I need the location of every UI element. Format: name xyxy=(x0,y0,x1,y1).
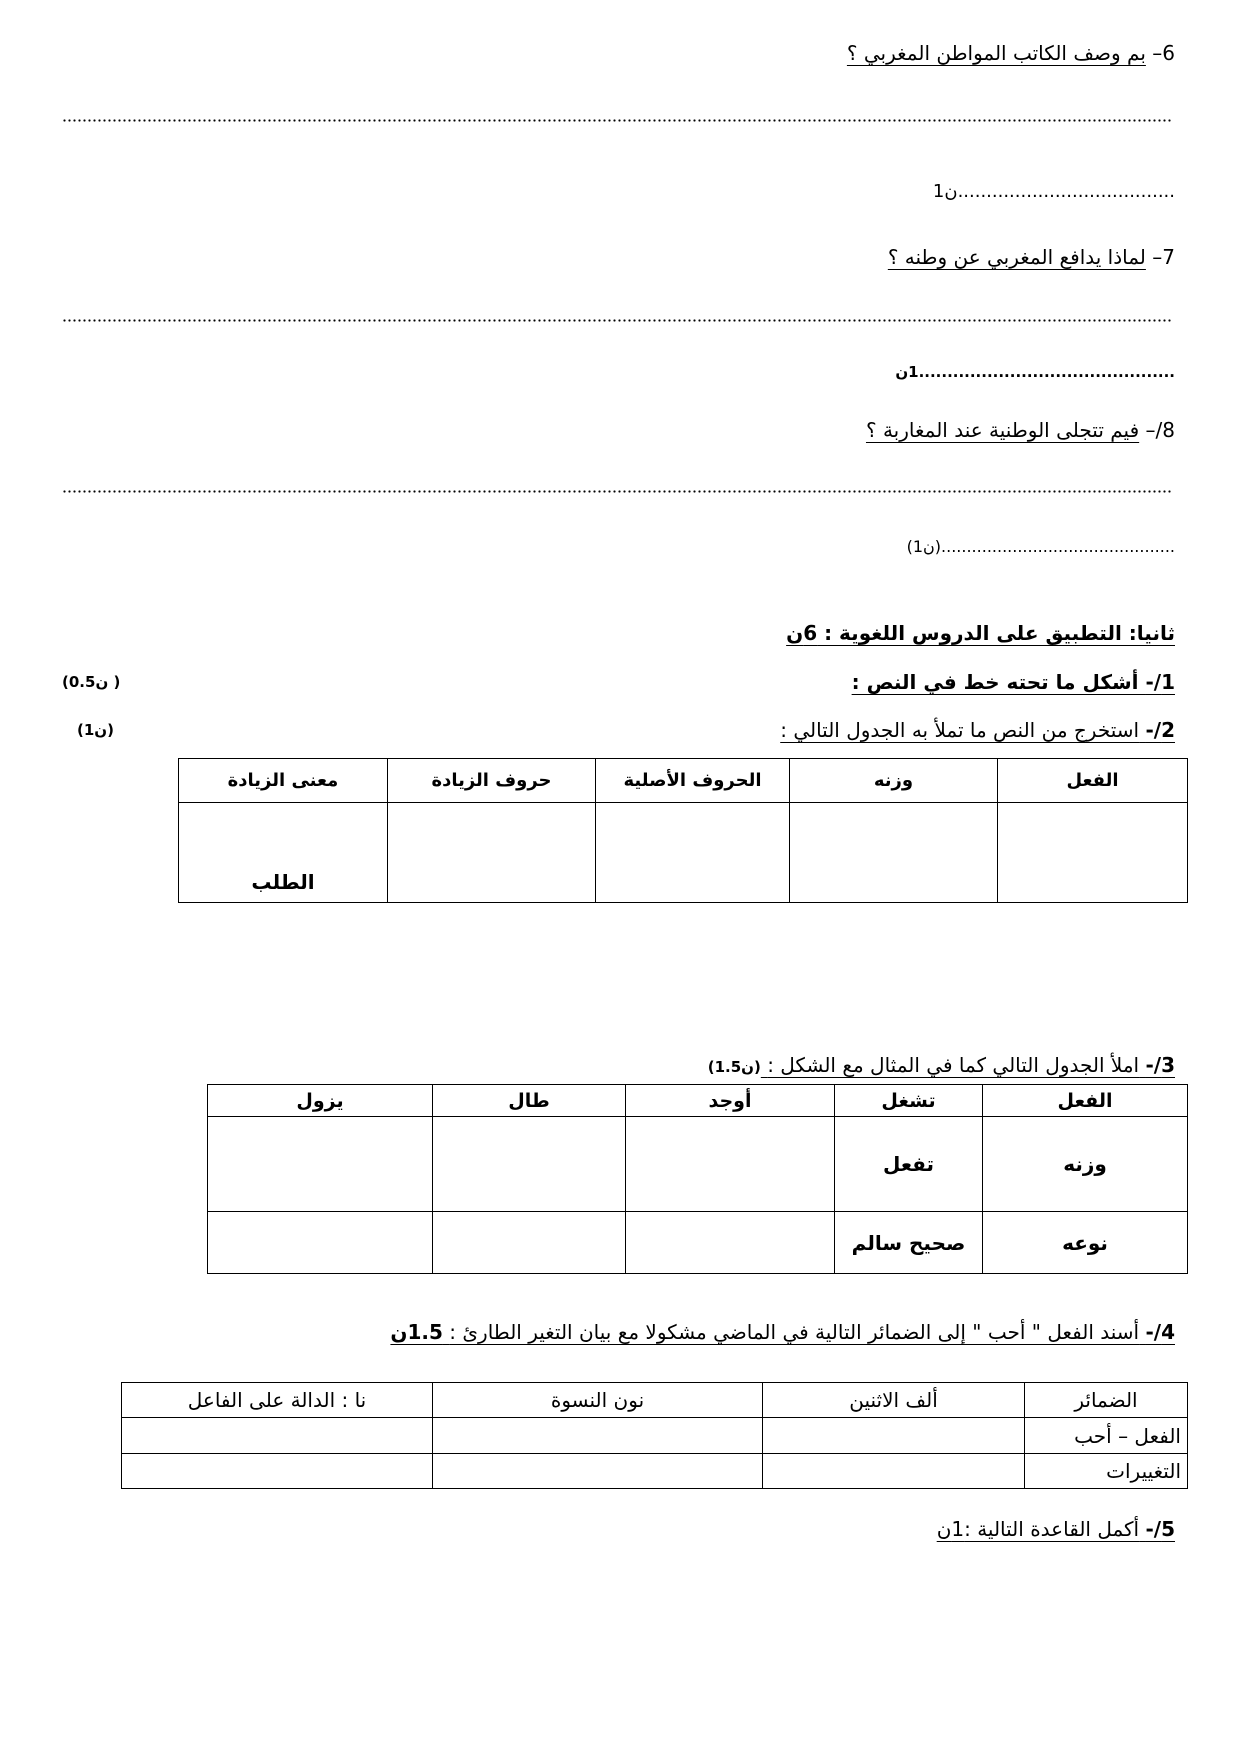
table-header-cell: الضمائر xyxy=(1025,1383,1188,1418)
table-header-cell: يزول xyxy=(208,1085,433,1117)
table-cell: وزنه xyxy=(983,1117,1188,1212)
question-text: أسند الفعل " أحب " إلى الضمائر التالية في الماضي مشكولا مع بيان التغير الطارئ : xyxy=(449,1320,1140,1344)
question-number: 7– xyxy=(1152,245,1175,269)
table-header-cell: الفعل xyxy=(998,759,1188,803)
question-text: أشكل ما تحته خط في النص : xyxy=(851,670,1139,694)
question-number: 3/- xyxy=(1145,1053,1175,1077)
points-label: 1.5ن xyxy=(390,1320,443,1344)
table-cell xyxy=(433,1418,763,1454)
table-cell xyxy=(208,1117,433,1212)
table-row-label: التغييرات xyxy=(1025,1454,1188,1489)
pronoun-conjugation-table xyxy=(121,1382,1188,1489)
verb-analysis-table xyxy=(178,758,1188,903)
points-label: (1ن) xyxy=(77,721,114,739)
score-line: ......................................ن1 xyxy=(932,181,1175,202)
table-header-cell: نا : الدالة على الفاعل xyxy=(122,1383,433,1418)
language-question-5 xyxy=(937,1514,1175,1544)
question-number: 8/– xyxy=(1145,418,1175,442)
table-cell xyxy=(763,1418,1025,1454)
question-number: 1/- xyxy=(1145,670,1175,694)
language-question-4 xyxy=(390,1317,1175,1347)
table-cell xyxy=(433,1117,626,1212)
table-cell xyxy=(388,803,596,903)
table-header-cell: وزنه xyxy=(790,759,998,803)
answer-dotted-line xyxy=(62,490,1172,493)
table-header-cell: الحروف الأصلية xyxy=(596,759,790,803)
question-text: لماذا يدافع المغربي عن وطنه ؟ xyxy=(887,245,1146,269)
question-8 xyxy=(866,415,1175,445)
question-7 xyxy=(888,242,1175,272)
verb-form-table xyxy=(207,1084,1188,1274)
answer-dotted-line xyxy=(62,119,1172,122)
question-number: 5/- xyxy=(1145,1517,1175,1541)
section-heading: ثانيا: التطبيق على الدروس اللغوية : 6ن xyxy=(786,621,1175,645)
language-question-2 xyxy=(780,715,1175,745)
language-question-3 xyxy=(708,1050,1175,1082)
score-line: ..............................................(ن1) xyxy=(906,537,1175,556)
question-6 xyxy=(847,38,1175,68)
table-header-cell: معنى الزيادة xyxy=(179,759,388,803)
points-label: 1ن xyxy=(936,1517,965,1541)
table-cell xyxy=(596,803,790,903)
question-text: أكمل القاعدة التالية : xyxy=(964,1517,1140,1541)
table-header-cell: أوجد xyxy=(626,1085,835,1117)
table-cell xyxy=(122,1454,433,1489)
question-text: استخرج من النص ما تملأ به الجدول التالي : xyxy=(780,718,1140,742)
table-cell xyxy=(122,1418,433,1454)
table-header-cell: الفعل xyxy=(983,1085,1188,1117)
table-cell: الطلب xyxy=(179,803,388,903)
table-cell: صحيح سالم xyxy=(835,1212,983,1274)
table-cell xyxy=(763,1454,1025,1489)
table-cell xyxy=(626,1117,835,1212)
question-text: بم وصف الكاتب المواطن المغربي ؟ xyxy=(846,41,1146,65)
table-header-cell: حروف الزيادة xyxy=(388,759,596,803)
table-cell xyxy=(790,803,998,903)
question-number: 6– xyxy=(1152,41,1175,65)
table-header-cell: تشغل xyxy=(835,1085,983,1117)
points-label: (0.5ن ) xyxy=(62,673,121,691)
table-header-cell: طال xyxy=(433,1085,626,1117)
answer-dotted-line xyxy=(62,319,1172,322)
table-cell xyxy=(626,1212,835,1274)
question-number: 4/- xyxy=(1145,1320,1175,1344)
table-header-cell: ألف الاثنين xyxy=(763,1383,1025,1418)
language-question-1 xyxy=(852,667,1175,697)
question-text: املأ الجدول التالي كما في المثال مع الشكل : xyxy=(767,1053,1140,1077)
table-cell xyxy=(433,1212,626,1274)
points-label: (1.5ن) xyxy=(707,1058,761,1076)
table-header-cell: نون النسوة xyxy=(433,1383,763,1418)
table-cell xyxy=(998,803,1188,903)
table-cell xyxy=(433,1454,763,1489)
score-line: .............................................1ن xyxy=(895,363,1175,381)
question-text: فيم تتجلى الوطنية عند المغاربة ؟ xyxy=(865,418,1140,442)
table-cell: تفعل xyxy=(835,1117,983,1212)
question-number: 2/- xyxy=(1145,718,1175,742)
table-cell xyxy=(208,1212,433,1274)
table-cell: نوعه xyxy=(983,1212,1188,1274)
table-row-label: الفعل – أحب xyxy=(1025,1418,1188,1454)
